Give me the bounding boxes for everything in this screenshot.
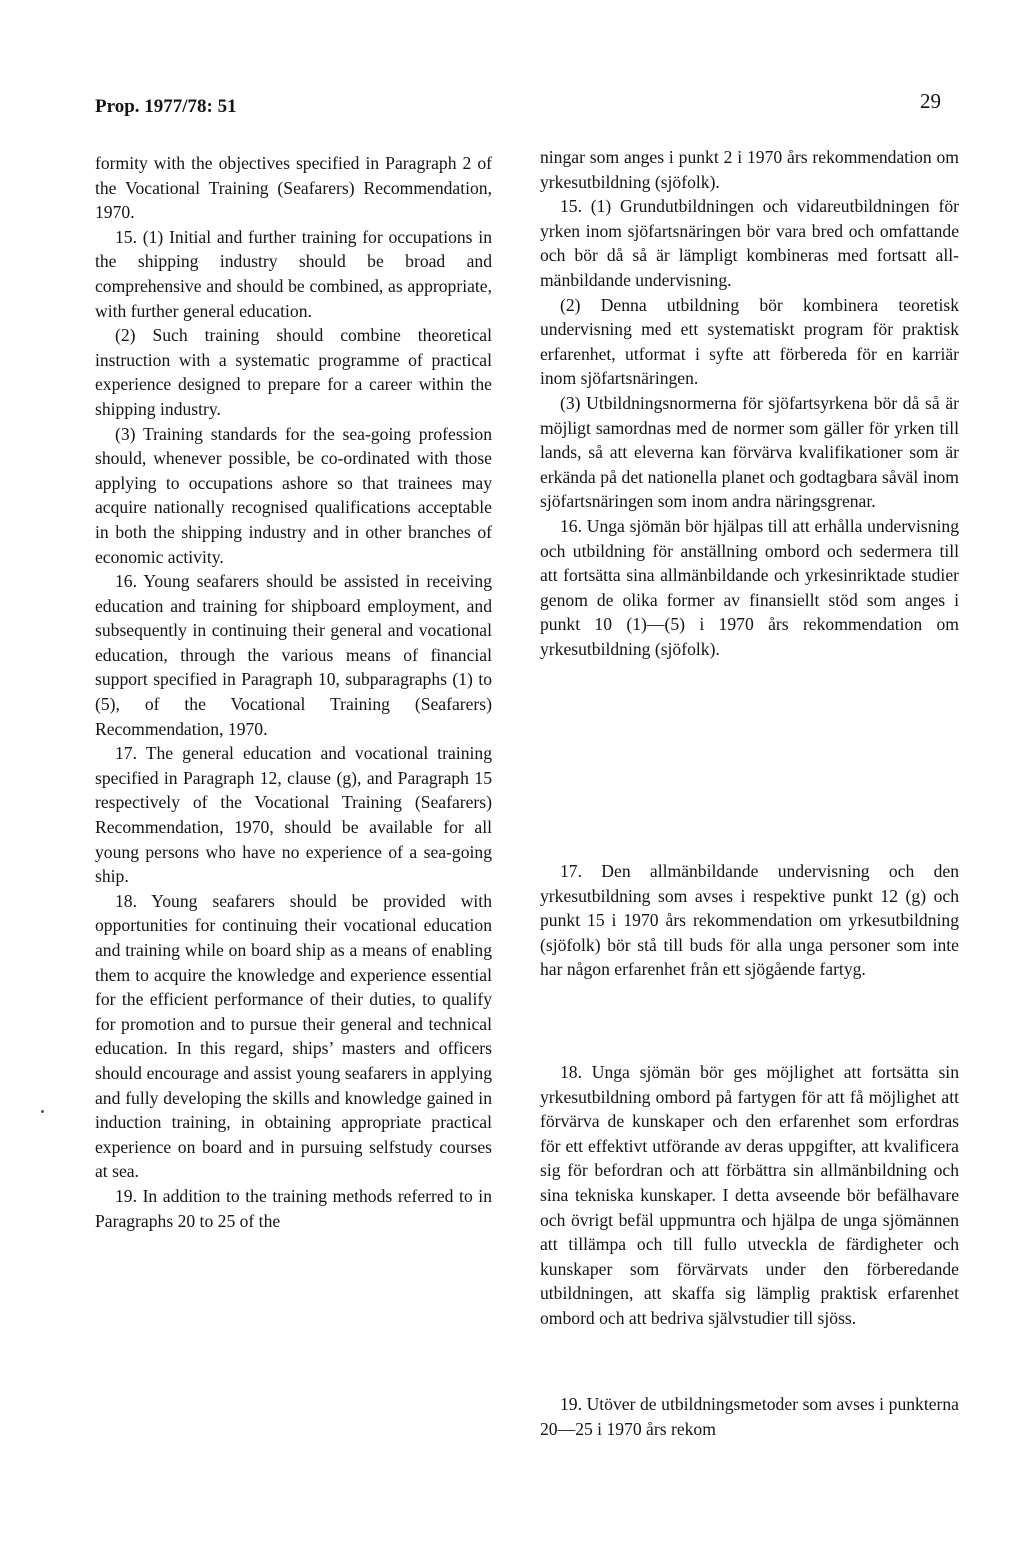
en-paragraph-18: 18. Young seafarers should be provided with opportunities for continuing their vocational education and training while on board ship as a means of enabling them to acquire the knowledge and experience essential for the efficient performance of their duties, to qualify for promotion and to pursue their general and technical education. In this regard, ships’ masters and officers should encourage and assist young seafarers in applying and fully developing the skills and knowledge gained in induction training, in obtaining appropriate practical experience on board and in pursuing selfstudy courses at sea. <box>95 890 492 1182</box>
swedish-column-18 <box>540 1060 959 1331</box>
sv-paragraph-15-1: 15. (1) Grundutbildningen och vidareutbildningen för yrken inom sjöfartsnäringen bör vara bred och omfattande och bör då så är lämpligt kombineras med fortsatt allmänbildande undervisning. <box>540 196 959 290</box>
en-paragraph-15-3: (3) Training standards for the sea-going profession should, whenever possible, be co-ordinated with those applying to occupations ashore so that trainees may acquire nationally recognised qualifications acceptable in both the shipping industry and in other branches of economic activity. <box>95 423 492 567</box>
sv-paragraph-17: 17. Den allmänbildande undervisning och den yrkesutbildning som avses i respektive punkt 12 (g) och punkt 15 i 1970 års rekommendation om yrkesutbildning (sjöfolk) bör stå till buds för alla unga personer som inte har någon erfarenhet från ett sjögående fartyg. <box>540 861 959 980</box>
en-paragraph-15-2: (2) Such training should combine theoretical instruction with a systematic programme of practical experience designed to prepare for a career within the shipping industry. <box>95 325 492 419</box>
en-paragraph-19: 19. In addition to the training methods referred to in Paragraphs 20 to 25 of the <box>95 1185 492 1231</box>
page-number: 29 <box>920 89 941 113</box>
swedish-column-19 <box>540 1392 959 1441</box>
english-column <box>95 151 492 1233</box>
sv-paragraph-15-2: (2) Denna utbildning bör kombinera teoretisk undervisning med ett systematiskt program för praktisk erfarenhet, utformat i syfte att förbereda för en karriär inom sjöfartsnäringen. <box>540 294 959 389</box>
en-paragraph-continuation: formity with the objectives specified in Paragraph 2 of the Vocational Training (Seafarers) Recommendation, 1970. <box>95 153 492 223</box>
sv-paragraph-19: 19. Utöver de utbildningsmetoder som avses i punkterna 20—25 i 1970 års rekom <box>540 1394 959 1439</box>
swedish-column-top <box>540 145 959 661</box>
sv-paragraph-16: 16. Unga sjömän bör hjälpas till att erhålla undervisning och utbildning för anställning ombord och sedermera till att fortsätta sina allmänbildande och yrkesinriktade studier genom de olika former av finansiellt stöd som anges i punkt 10 (1)—(5) i 1970 års rekommendation om yrkesutbildning (sjöfolk). <box>540 515 959 659</box>
swedish-column-17 <box>540 859 959 982</box>
en-paragraph-17: 17. The general education and vocational training specified in Paragraph 12, clause (g), and Paragraph 15 respectively of the Vocational Training (Seafarers) Recommendation, 1970, should be available for all young persons who have no experience of a sea-going ship. <box>95 743 492 887</box>
sv-paragraph-18: 18. Unga sjömän bör ges möjlighet att fortsätta sin yrkesutbildning ombord på fartygen för att få möjlighet att förvärva de kunskaper och den erfarenhet som erfordras för ett effektivt utförande av deras uppgifter, att kvalificera sig för befordran och att förbättra sin allmänbildning och sina tekniska kunskaper. I detta avseende bör befälhavare och övrigt befäl uppmuntra och hjälpa de unga sjömännen att tillämpa och till fullo utveckla de färdigheter och kunskaper som förvärvats under den förberedande utbildningen, att skaffa sig lämplig praktisk erfarenhet ombord och att bedriva självstudier till sjöss. <box>540 1062 959 1328</box>
scan-speck <box>41 1110 44 1113</box>
sv-paragraph-15-3: (3) Utbildningsnormerna för sjöfartsyrkena bör då så är möjligt samordnas med de normer som gäller för yrken till lands, så att eleverna kan förvärva kvalifikationer som är erkända på det nationella planet och godtagbara såväl inom sjöfartsnäringen som inom andra näringsgrenar. <box>540 392 959 512</box>
document-reference: Prop. 1977/78: 51 <box>95 96 237 117</box>
sv-paragraph-continuation: ningar som anges i punkt 2 i 1970 års rekommendation om yrkesutbildning (sjöfolk). <box>540 147 959 192</box>
en-paragraph-16: 16. Young seafarers should be assisted in receiving education and training for shipboard employment, and subsequently in continuing their general and vocational education, through the various means of financial support specified in Paragraph 10, subparagraphs (1) to (5), of the Vocational Training (Seafarers) Recommendation, 1970. <box>95 571 492 739</box>
en-paragraph-15-1: 15. (1) Initial and further training for occupations in the shipping industry should be broad and comprehensive and should be combined, as appropriate, with further general education. <box>95 226 492 321</box>
